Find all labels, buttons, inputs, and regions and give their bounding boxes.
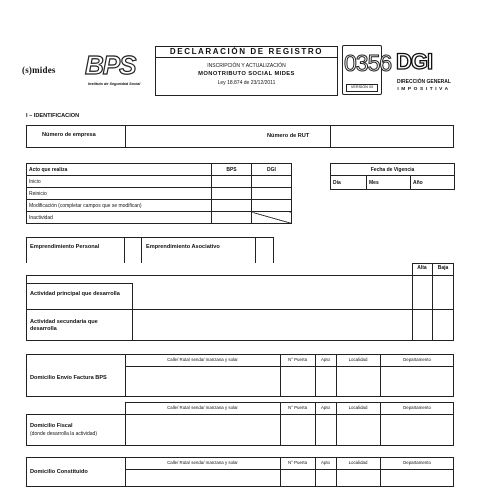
col-departamento: Departamento	[403, 460, 431, 465]
col-departamento: Departamento	[403, 357, 431, 362]
form-title: DECLARACIÓN DE REGISTRO	[169, 47, 324, 56]
acto-row-label: Inicio	[27, 176, 212, 188]
divider	[141, 237, 142, 264]
title-divider	[155, 57, 338, 58]
domicilio-fiscal-field[interactable]	[126, 415, 453, 445]
col-calle: Calle/ Ruta/ senda/ manzana y solar	[167, 405, 238, 410]
rut-field[interactable]	[331, 126, 453, 147]
dgi-logo: DGI	[396, 49, 433, 74]
divider	[26, 283, 132, 284]
form-subtitle-1: INSCRIPCIÓN Y ACTUALIZACIÓN	[207, 63, 286, 69]
actividad-top-gap	[26, 263, 412, 275]
domicilio-fiscal-sublabel: (donde desarrolla la actividad)	[30, 431, 97, 437]
acto-bps-checkbox[interactable]	[212, 176, 252, 188]
acto-bps-checkbox[interactable]	[212, 200, 252, 212]
domicilio-constituido-field[interactable]	[126, 470, 453, 480]
acto-header: Acto que realiza	[27, 164, 212, 176]
domicilio-fiscal-label: Domicilio Fiscal	[30, 423, 73, 429]
table-row	[27, 176, 292, 188]
domicilio-constituido-label: Domicilio Constituido	[30, 469, 88, 475]
col-apto: Apto	[320, 357, 331, 362]
emprendimiento-personal-label: Emprendimiento Personal	[30, 244, 100, 250]
table-row	[27, 212, 292, 224]
col-puerta: N° Puerta	[287, 357, 308, 362]
dgi-name-2: IMPOSITIVA	[397, 87, 451, 92]
empresa-field[interactable]	[126, 126, 255, 147]
domicilio-envio-label: Domicilio Envío Factura BPS	[30, 375, 107, 381]
vigencia-dia[interactable]: Día	[331, 176, 367, 190]
actividad-principal-label: Actividad principal que desarrolla	[30, 291, 120, 297]
domicilio-envio-field[interactable]	[126, 367, 453, 396]
divider	[432, 263, 433, 341]
actividad-principal-field[interactable]	[133, 284, 411, 308]
bps-subtitle: Instituto de Seguridad Social	[88, 82, 141, 86]
acto-col-bps: BPS	[212, 164, 252, 176]
emprendimiento-asociativo-checkbox[interactable]	[256, 238, 273, 263]
acto-col-dgi: DGI	[252, 164, 292, 176]
emprendimiento-asociativo-label: Emprendimiento Asociativo	[146, 244, 220, 250]
divider	[412, 263, 413, 341]
form-subtitle-2: MONOTRIBUTO SOCIAL MIDES	[198, 71, 295, 77]
vigencia-anio[interactable]: Año	[411, 176, 455, 190]
acto-bps-checkbox[interactable]	[212, 212, 252, 224]
form-code: 0356	[344, 50, 392, 76]
domicilio-fiscal-gap	[26, 402, 125, 414]
acto-row-label: Reinicio	[27, 188, 212, 200]
table-row	[27, 200, 292, 212]
actividad-secundaria-field[interactable]	[133, 310, 411, 340]
col-calle: Calle/ Ruta/ senda/ manzana y solar	[167, 460, 238, 465]
acto-row-label: Modificación (completar campos que se modifican)	[27, 200, 212, 212]
emprendimiento-personal-checkbox[interactable]	[125, 238, 140, 263]
col-puerta: N° Puerta	[287, 460, 308, 465]
section-title: I – IDENTIFICACION	[26, 113, 80, 119]
empresa-label: Número de empresa	[42, 132, 96, 138]
acto-row-label: Inactividad	[27, 212, 212, 224]
col-calle: Calle/ Ruta/ senda/ manzana y solar	[167, 357, 238, 362]
version-label: VERSIÓN 00	[350, 85, 374, 89]
bps-logo: BPS	[85, 50, 136, 80]
acto-dgi-checkbox[interactable]	[252, 176, 292, 188]
col-localidad: Localidad	[348, 357, 368, 362]
col-localidad: Localidad	[348, 405, 368, 410]
rut-label: Número de RUT	[267, 133, 310, 139]
actividad-secundaria-label: Actividad secundaria que desarrolla	[30, 319, 98, 332]
acto-dgi-checkbox[interactable]	[252, 188, 292, 200]
vigencia-table	[330, 163, 455, 190]
law-reference: Ley 18.874 de 23/12/2011	[217, 80, 276, 86]
col-puerta: N° Puerta	[287, 405, 308, 410]
acto-dgi-checkbox[interactable]	[252, 200, 292, 212]
acto-dgi-checkbox[interactable]	[252, 212, 292, 224]
acto-table	[26, 163, 292, 224]
col-apto: Apto	[320, 405, 331, 410]
alta-header: Alta	[417, 265, 427, 271]
acto-bps-checkbox[interactable]	[212, 188, 252, 200]
col-apto: Apto	[320, 460, 331, 465]
vigencia-mes[interactable]: Mes	[367, 176, 411, 190]
col-localidad: Localidad	[348, 460, 368, 465]
table-row	[27, 188, 292, 200]
vigencia-header: Fecha de Vigencia	[331, 164, 455, 176]
col-departamento: Departamento	[403, 405, 431, 410]
mides-logo: (s)mides	[22, 65, 56, 75]
baja-header: Baja	[437, 265, 449, 271]
divider	[26, 275, 454, 276]
dgi-name-1: DIRECCIÓN GENERAL	[397, 79, 451, 85]
